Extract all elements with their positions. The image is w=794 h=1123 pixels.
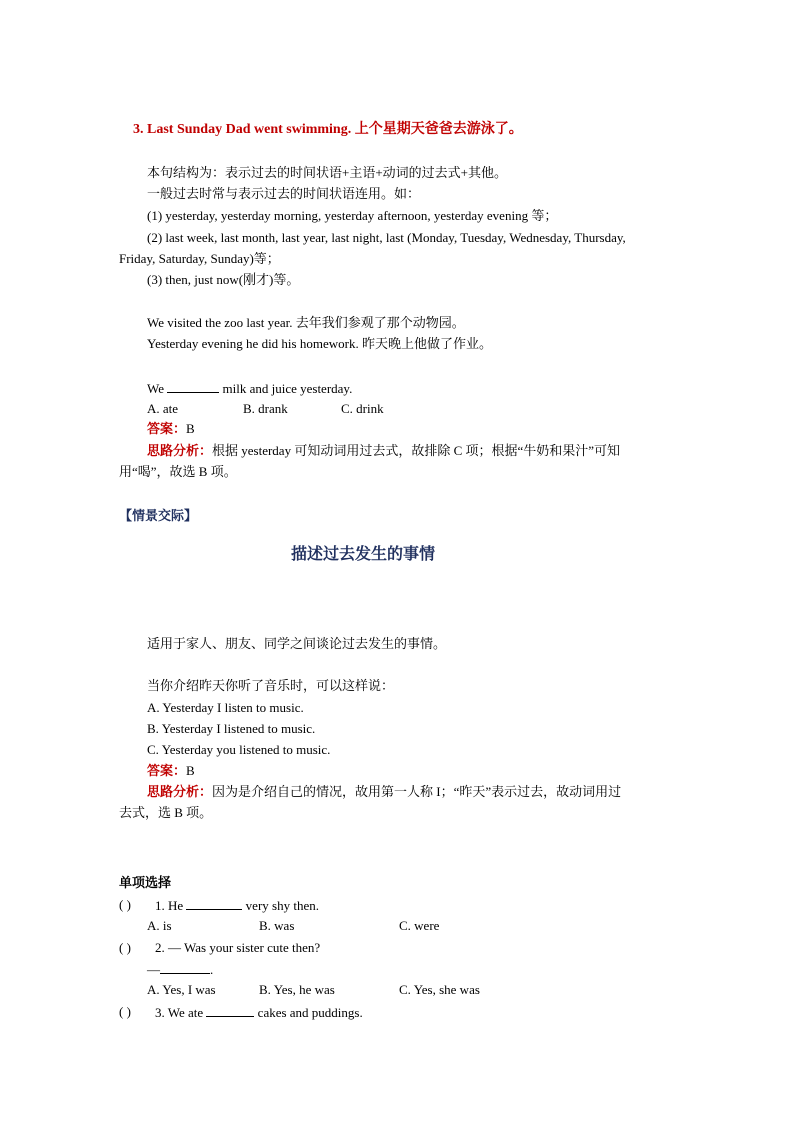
section-tag: 【情景交际】 <box>119 508 198 523</box>
structure-note: 本句结构为：表示过去的时间状语+主语+动词的过去式+其他。 <box>147 165 507 180</box>
analysis-text: 因为是介绍自己的情况，故用第一人称 I；“昨天”表示过去，故动词用过 <box>212 784 622 799</box>
question-text: milk and juice yesterday. <box>219 381 353 396</box>
exercise-question: 2. — Was your sister cute then? <box>155 940 321 955</box>
option-a: A. Yesterday I listen to music. <box>147 700 304 715</box>
option-a: A. is <box>147 918 172 933</box>
answer-paren: ( ) <box>119 897 131 912</box>
response-line <box>147 961 213 978</box>
analysis-text: 根据 yesterday 可知动词用过去式，故排除 C 项；根据“牛奶和果汁”可知 <box>212 443 621 458</box>
dash: — <box>147 962 160 977</box>
option-c: C. drink <box>341 401 384 416</box>
example-list-item: (3) then, just now(刚才)等。 <box>147 272 300 287</box>
answer-blank <box>167 380 219 393</box>
analysis-text-cont: 用“喝”，故选 B 项。 <box>119 464 237 479</box>
option-c: C. were <box>399 918 440 933</box>
answer-line <box>147 421 195 437</box>
practice-question <box>147 380 352 397</box>
usage-note: 一般过去时常与表示过去的时间状语连用。如： <box>147 186 421 201</box>
example-list-item: (2) last week, last month, last year, last night, last (Monday, Tuesday, Wednesday, Thursday, <box>147 230 626 245</box>
scene-question: 当你介绍昨天你听了音乐时，可以这样说： <box>147 678 395 693</box>
answer-paren: ( ) <box>119 1004 131 1019</box>
example-list-item-cont: Friday, Saturday, Sunday)等； <box>119 251 280 266</box>
answer-blank <box>186 897 242 910</box>
answer-label: 答案： <box>147 763 187 778</box>
answer-paren: ( ) <box>119 940 131 955</box>
question-text: very shy then. <box>242 898 319 913</box>
exercise-question <box>155 897 319 914</box>
question-text: 1. He <box>155 898 187 913</box>
answer-label: 答案： <box>147 421 187 436</box>
answer-value: B <box>186 421 195 436</box>
option-a: A. ate <box>147 401 179 416</box>
question-text: cakes and puddings. <box>254 1005 363 1020</box>
answer-value: B <box>186 763 195 778</box>
option-b: B. was <box>259 918 295 933</box>
option-c: C. Yes, she was <box>399 982 480 997</box>
analysis-label: 思路分析： <box>147 443 213 458</box>
exercise-question <box>155 1004 363 1021</box>
option-b: B. Yes, he was <box>259 982 335 997</box>
option-b: B. drank <box>243 401 288 416</box>
example-sentence: We visited the zoo last year. 去年我们参观了那个动物园。 <box>147 315 465 330</box>
answer-blank <box>206 1004 254 1017</box>
analysis-text-cont: 去式，选 B 项。 <box>119 805 213 820</box>
option-b: B. Yesterday I listened to music. <box>147 721 316 736</box>
analysis-line <box>147 443 620 459</box>
analysis-line <box>147 784 621 800</box>
example-sentence: Yesterday evening he did his homework. 昨天晚上他做了作业。 <box>147 336 492 351</box>
exercise-heading: 单项选择 <box>119 875 172 890</box>
scene-intro: 适用于家人、朋友、同学之间谈论过去发生的事情。 <box>147 636 447 651</box>
section-title: 3. Last Sunday Dad went swimming. 上个星期天爸爸去游泳了。 <box>133 122 523 137</box>
option-c: C. Yesterday you listened to music. <box>147 742 331 757</box>
question-text: 3. We ate <box>155 1005 207 1020</box>
answer-blank <box>160 961 210 974</box>
answer-line <box>147 763 195 779</box>
analysis-label: 思路分析： <box>147 784 213 799</box>
option-a: A. Yes, I was <box>147 982 216 997</box>
question-text: We <box>147 381 168 396</box>
example-list-item: (1) yesterday, yesterday morning, yesterday afternoon, yesterday evening 等； <box>147 208 558 223</box>
scene-title: 描述过去发生的事情 <box>291 546 436 563</box>
period: . <box>210 962 214 977</box>
